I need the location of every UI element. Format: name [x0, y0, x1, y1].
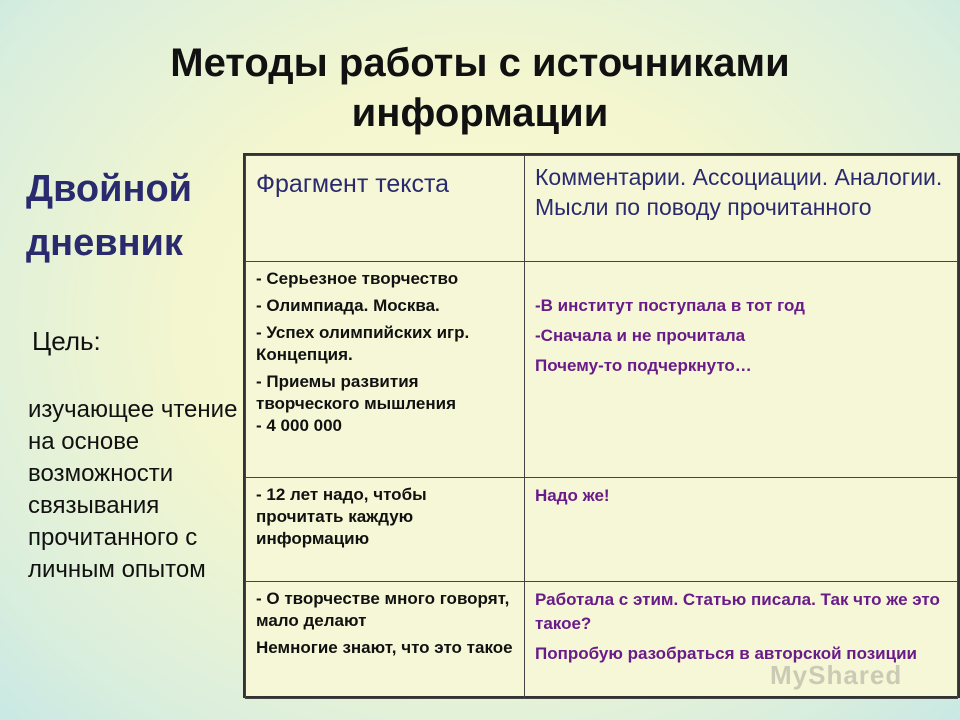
table-header-row — [246, 156, 958, 262]
row1-fragment-line: - Успех олимпийских игр. Концепция. — [256, 323, 470, 364]
watermark-logo: MyShared — [770, 660, 903, 690]
header-comments-cell — [525, 156, 958, 262]
method-heading: Двойной дневник — [26, 168, 193, 264]
goal-text: изучающее чтение на основе возможности связывания прочитанного с личным опытом — [28, 396, 238, 583]
table-row — [246, 262, 958, 478]
row1-fragment-line: - Приемы развития творческого мышления — [256, 372, 457, 413]
page-title: Методы работы с источниками информации — [170, 41, 790, 135]
row3-fragment-line: - О творчестве много говорят, мало делают — [256, 589, 510, 630]
table-row — [246, 478, 958, 582]
row2-fragment-line: - 12 лет надо, чтобы прочитать каждую информацию — [256, 485, 427, 548]
row1-comment-line: -Сначала и не прочитала — [535, 326, 746, 345]
row3-comment-line: Работала с этим. Статью писала. Так что же это такое? — [535, 590, 940, 633]
row1-fragment-line: - Серьезное творчество — [256, 269, 459, 288]
row1-comment-cell — [525, 262, 958, 478]
double-diary-table — [243, 153, 960, 698]
row2-comment-line: Надо же! — [535, 486, 610, 505]
row2-comment-cell — [525, 478, 958, 582]
row1-comment-line: Почему-то подчеркнуто… — [535, 356, 752, 375]
row1-fragment-line: - Олимпиада. Москва. — [256, 296, 440, 315]
row2-fragment-cell — [246, 478, 525, 582]
row1-fragment-cell — [246, 262, 525, 478]
header-comments: Комментарии. Ассоциации. Аналогии. Мысли по поводу прочитанного — [535, 164, 943, 220]
row3-fragment-line: Немногие знают, что это такое — [256, 638, 513, 657]
header-fragment-cell — [246, 156, 525, 262]
header-fragment: Фрагмент текста — [256, 170, 450, 198]
row3-comment-line: Попробую разобраться в авторской позиции — [535, 644, 917, 663]
goal-label: Цель: — [32, 326, 101, 356]
row1-fragment-line: - 4 000 000 — [256, 416, 343, 435]
row3-fragment-cell — [246, 582, 525, 699]
row1-comment-line: -В институт поступала в тот год — [535, 296, 805, 315]
